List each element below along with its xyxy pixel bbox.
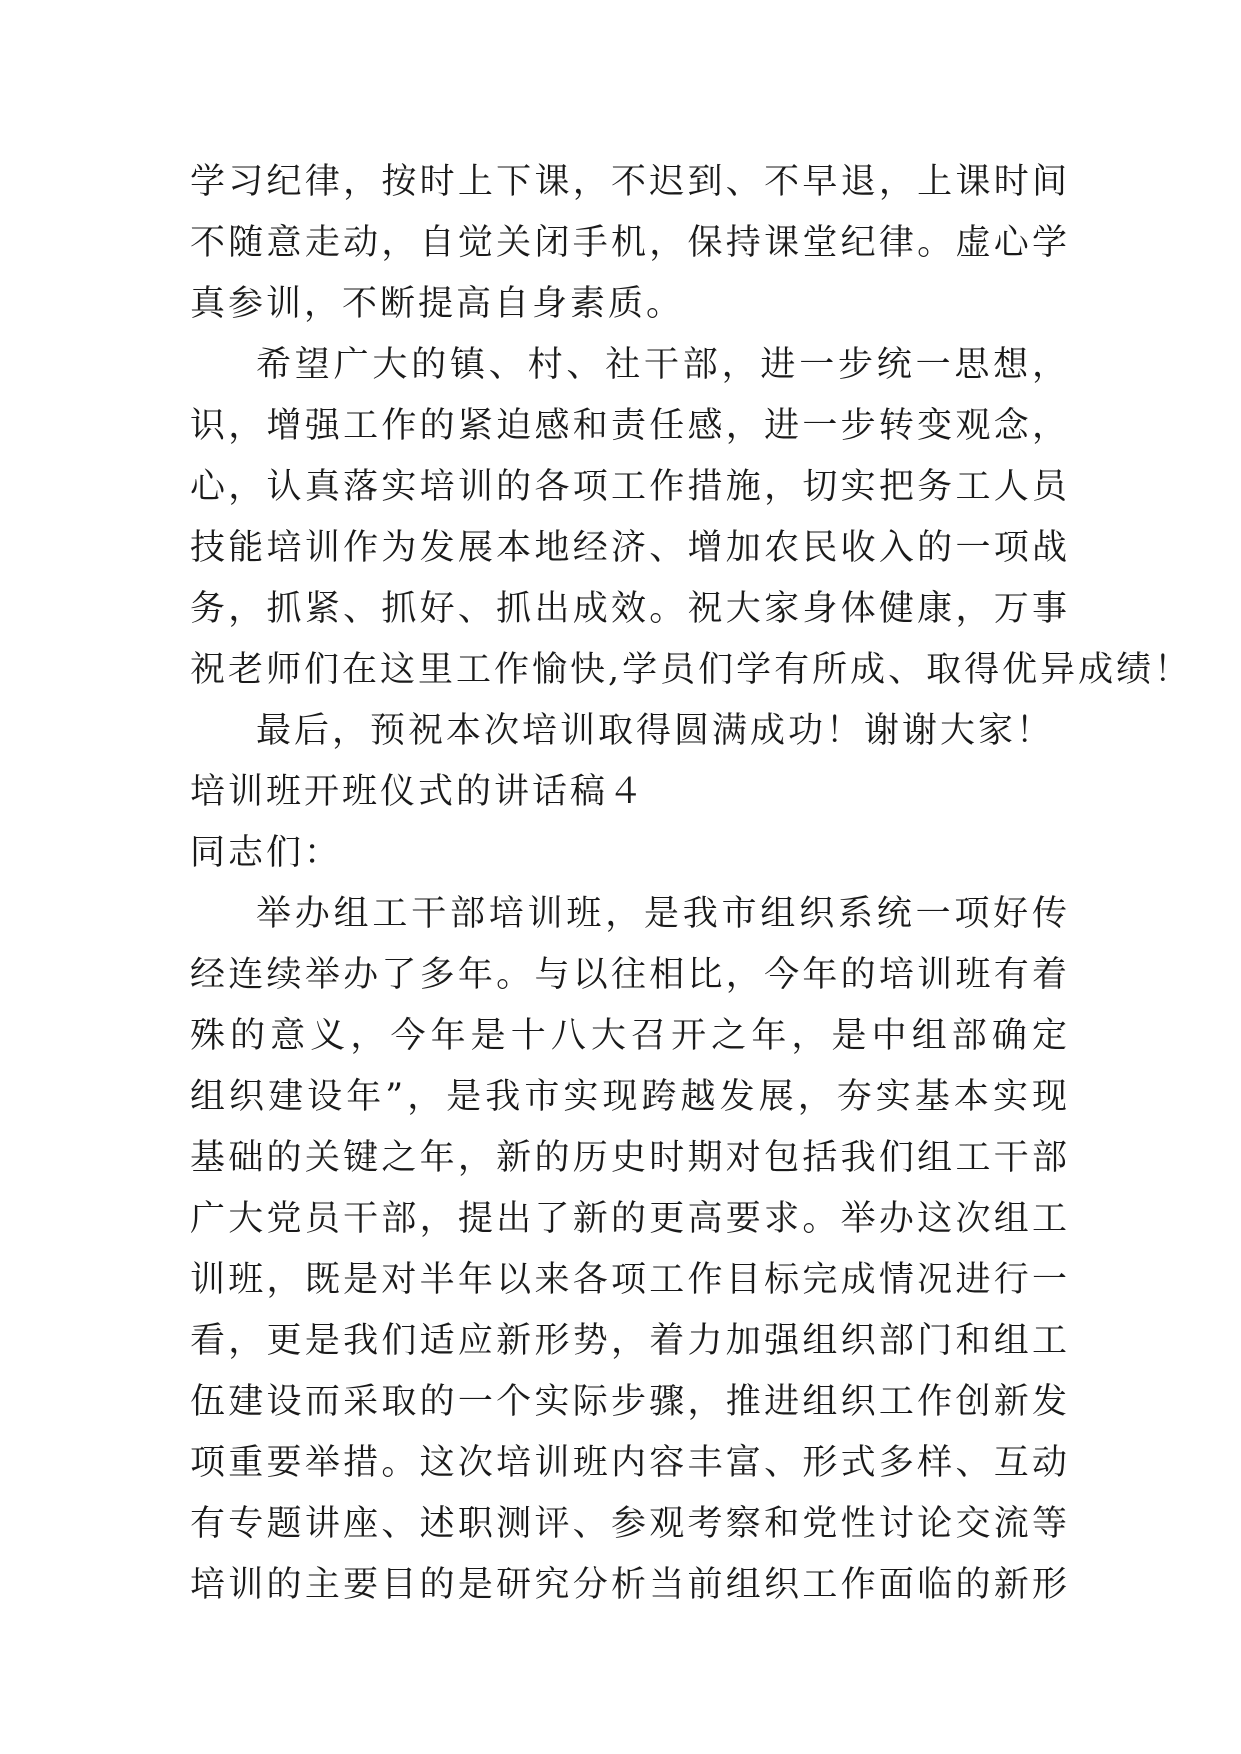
- text-line: 殊的意义，今年是十八大召开之年，是中组部确定: [190, 1016, 1070, 1056]
- text-line: 心，认真落实培训的各项工作措施，切实把务工人员: [190, 467, 1070, 507]
- paragraph-start-line: 最后，预祝本次培训取得圆满成功！谢谢大家！: [256, 711, 1055, 751]
- text-line: 伍建设而采取的一个实际步骤，推进组织工作创新发: [190, 1382, 1070, 1422]
- text-line: 广大党员干部，提出了新的更高要求。举办这次组工: [190, 1199, 1070, 1239]
- text-line: 培训的主要目的是研究分析当前组织工作面临的新形: [190, 1565, 1070, 1605]
- text-line: 学习纪律，按时上下课，不迟到、不早退，上课时间: [190, 162, 1070, 202]
- text-line: 经连续举办了多年。与以往相比，今年的培训班有着: [190, 955, 1070, 995]
- text-line: 务，抓紧、抓好、抓出成效。祝大家身体健康，万事: [190, 589, 1070, 629]
- salutation: 同志们：: [190, 833, 343, 873]
- text-line: 训班，既是对半年以来各项工作目标完成情况进行一: [190, 1260, 1070, 1300]
- text-line: 识，增强工作的紧迫感和责任感，进一步转变观念，: [190, 406, 1070, 446]
- text-line: 祝老师们在这里工作愉快,学员们学有所成、取得优异成绩！: [190, 650, 1193, 690]
- text-line: 不随意走动，自觉关闭手机，保持课堂纪律。虚心学: [190, 223, 1070, 263]
- paragraph-start-line: 举办组工干部培训班，是我市组织系统一项好传: [256, 894, 1070, 934]
- section-heading: 培训班开班仪式的讲话稿４: [190, 772, 647, 812]
- text-line: 技能培训作为发展本地经济、增加农民收入的一项战: [190, 528, 1070, 568]
- paragraph-start-line: 希望广大的镇、村、社干部，进一步统一思想，: [256, 345, 1070, 385]
- text-line: 组织建设年”，是我市实现跨越发展，夯实基本实现: [190, 1077, 1070, 1117]
- text-line: 看，更是我们适应新形势，着力加强组织部门和组工: [190, 1321, 1070, 1361]
- text-line: 项重要举措。这次培训班内容丰富、形式多样、互动: [190, 1443, 1070, 1483]
- document-body: [190, 152, 1193, 1616]
- text-line: 有专题讲座、述职测评、参观考察和党性讨论交流等: [190, 1504, 1070, 1544]
- text-line: 基础的关键之年，新的历史时期对包括我们组工干部: [190, 1138, 1070, 1178]
- text-line: 真参训，不断提高自身素质。: [190, 284, 685, 324]
